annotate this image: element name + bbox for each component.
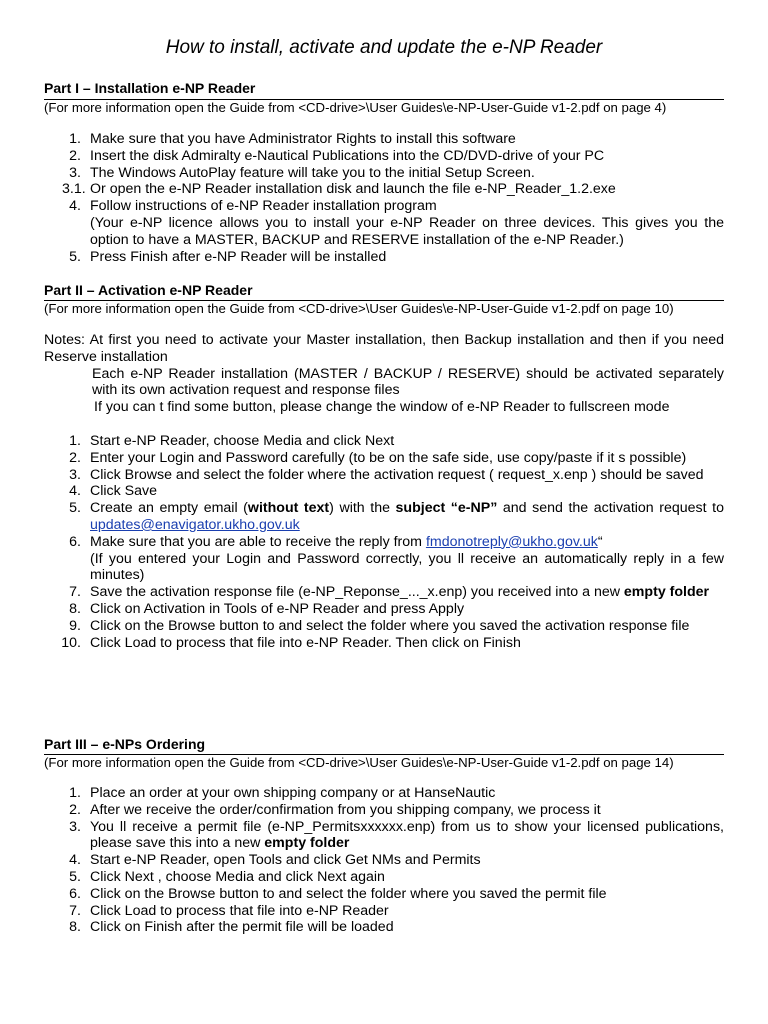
part1-info: (For more information open the Guide from <CD-drive>\User Guides\e-NP-User-Guide v1-2.pdf on page 4): [44, 99, 724, 115]
list-item: 2. Insert the disk Admiralty e-Nautical Publications into the CD/DVD-drive of your PC: [69, 147, 605, 164]
list-item: 4. Start e-NP Reader, open Tools and click Get NMs and Permits: [69, 852, 481, 869]
notes-line: Each e-NP Reader installation (MASTER / BACKUP / RESERVE) should be activated separately with its own activation request and response files: [92, 365, 724, 399]
part1-heading: Part I – Installation e-NP Reader: [44, 80, 256, 96]
email-link-updates[interactable]: updates@enavigator.ukho.gov.uk: [90, 516, 300, 533]
email-link-fmdonotreply[interactable]: fmdonotreply@ukho.gov.uk: [425, 533, 598, 550]
part3-heading: Part III – e-NPs Ordering: [44, 736, 206, 752]
part2-info: (For more information open the Guide from <CD-drive>\User Guides\e-NP-User-Guide v1-2.pdf on page 10): [44, 300, 724, 316]
list-item: 8. Click on Activation in Tools of e-NP Reader and press Apply: [69, 600, 465, 617]
notes-line: If you can t find some button, please change the window of e-NP Reader to fullscreen mode: [94, 399, 670, 416]
list-item: 6. Make sure that you are able to receive the reply from fmdonotreply@ukho.gov.uk“: [69, 533, 603, 550]
list-item: 4. Click Save: [69, 483, 158, 500]
list-item: 9. Click on the Browse button to and select the folder where you saved the activation response file: [69, 617, 690, 634]
list-item: 3. The Windows AutoPlay feature will take you to the initial Setup Screen.: [69, 164, 535, 181]
list-item: 1. Start e-NP Reader, choose Media and click Next: [69, 433, 395, 449]
part2-notes: [44, 332, 724, 416]
list-item-note: (Your e-NP licence allows you to install your e-NP Reader on three devices. This gives you the option to have a MASTER, BACKUP and RESERVE installation of the e-NP Reader.): [90, 214, 724, 248]
list-item: 2. After we receive the order/confirmation from you shipping company, we process it: [69, 801, 601, 818]
list-item: 1. Place an order at your own shipping company or at HanseNautic: [69, 785, 496, 801]
list-item: 3.1. Or open the e-NP Reader installation disk and launch the file e-NP_Reader_1.2.exe: [62, 181, 616, 198]
list-item: 3. You ll receive a permit file (e-NP_Permitsxxxxxx.enp) from us to show your licensed publications, please save this into a new empty folder: [69, 818, 724, 852]
notes-line: Notes: At first you need to activate your Master installation, then Backup installation and then if you need Reserve installation: [44, 332, 724, 365]
list-item: 5. Click Next , choose Media and click Next again: [69, 868, 385, 885]
list-item: 7. Save the activation response file (e-NP_Reponse_..._x.enp) you received into a new empty folder: [69, 584, 710, 601]
list-item: 5. Create an empty email (without text) with the subject “e-NP” and send the activation request to updates@enavigator.ukho.gov.uk: [69, 500, 724, 533]
list-item: 6. Click on the Browse button to and select the folder where you saved the permit file: [69, 885, 607, 902]
part3-info: (For more information open the Guide from <CD-drive>\User Guides\e-NP-User-Guide v1-2.pdf on page 14): [44, 754, 724, 770]
part3-list: [44, 785, 724, 936]
list-item: 2. Enter your Login and Password carefully (to be on the safe side, use copy/paste if it s possible): [69, 449, 687, 466]
page-title: How to install, activate and update the e-NP Reader: [165, 37, 603, 58]
list-item: 5. Press Finish after e-NP Reader will be installed: [69, 248, 387, 265]
list-item: 7. Click Load to process that file into e-NP Reader: [69, 902, 389, 919]
list-item: 3. Click Browse and select the folder where the activation request ( request_x.enp ) should be saved: [69, 466, 704, 483]
list-item: 10. Click Load to process that file into e-NP Reader. Then click on Finish: [61, 634, 521, 651]
list-item: 8. Click on Finish after the permit file will be loaded: [69, 919, 394, 936]
list-item-note: (If you entered your Login and Password correctly, you ll receive an automatically reply in a few minutes): [90, 550, 724, 584]
list-item: 1. Make sure that you have Administrator Rights to install this software: [69, 131, 516, 147]
part2-heading: Part II – Activation e-NP Reader: [44, 282, 253, 298]
list-item: 4. Follow instructions of e-NP Reader installation program: [69, 198, 437, 215]
part1-list: [44, 131, 724, 265]
part2-list: [44, 433, 724, 651]
